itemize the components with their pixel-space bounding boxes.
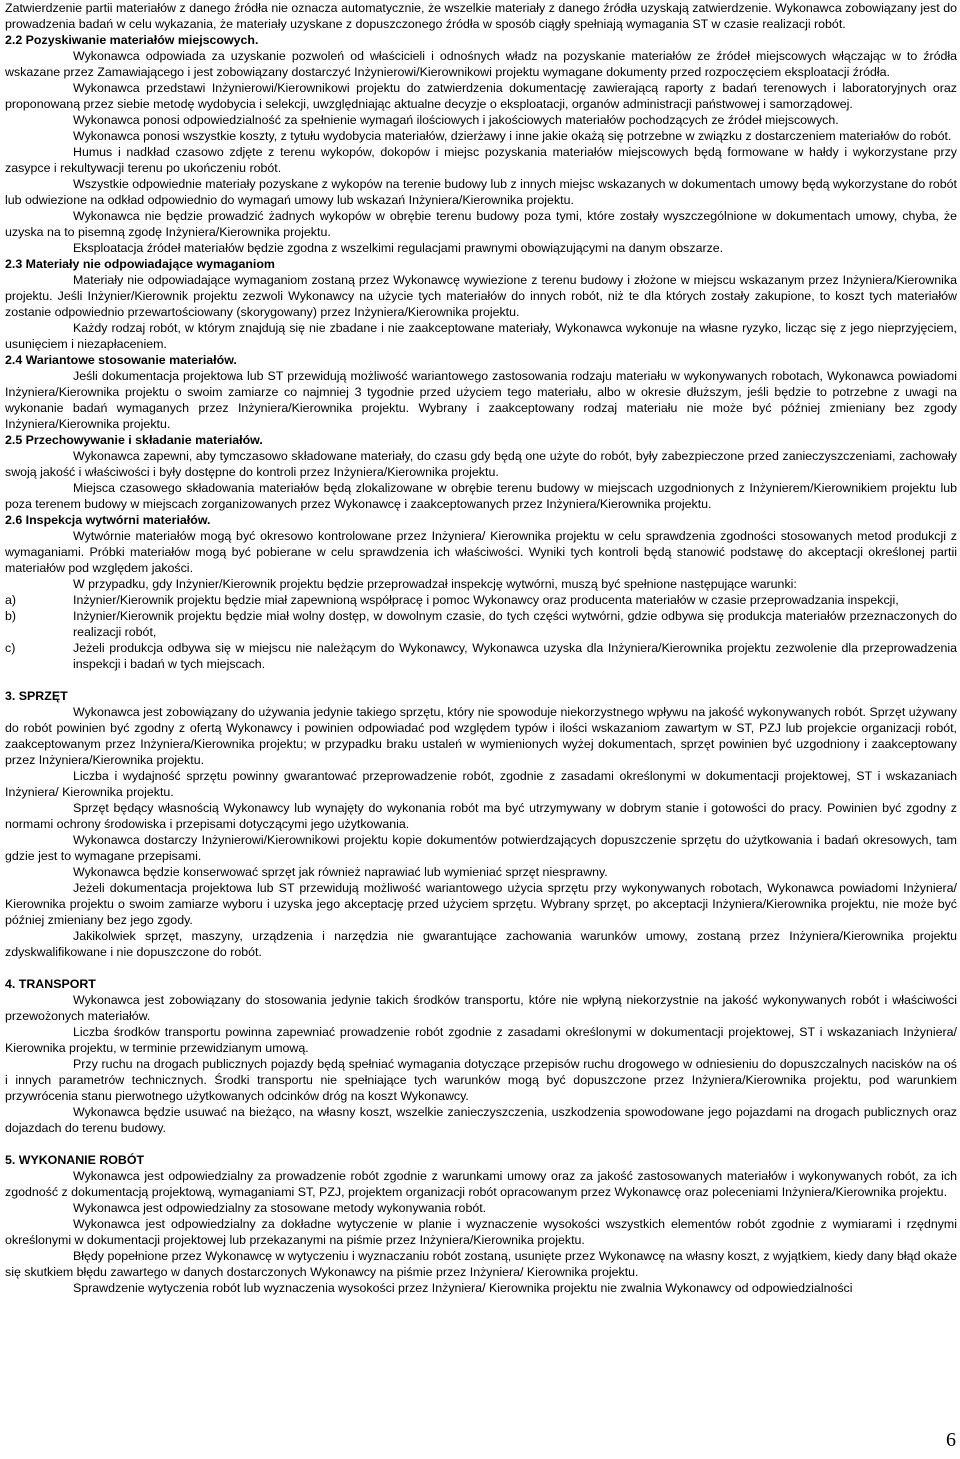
paragraph: Liczba i wydajność sprzętu powinny gwarantować przeprowadzenie robót, zgodnie z zasadami określonymi w dokumentacji projektowej, ST i wskazaniach Inżyniera/ Kierownika projektu. [5, 769, 957, 799]
paragraph: Jeżeli dokumentacja projektowa lub ST przewidują możliwość wariantowego użycia sprzętu przy wykonywanych robotach, Wykonawca powiadomi Inżyniera/ Kierownika projektu o swoim zamiarze wyboru i uzyska jego akceptację przed użyciem sprzętu. Wybrany sprzęt, po akceptacji Inżyniera/Kierownika projektu, nie może być później zmieniany bez jego zgody. [5, 881, 957, 927]
list-item [5, 608, 957, 640]
paragraph: Wykonawca jest zobowiązany do stosowania jedynie takich środków transportu, które nie wpłyną niekorzystnie na jakość wykonywanych robót i właściwości przewożonych materiałów. [5, 993, 957, 1023]
paragraph: Materiały nie odpowiadające wymaganiom zostaną przez Wykonawcę wywiezione z terenu budowy i złożone w miejscu wskazanym przez Inżyniera/Kierownika projektu. Jeśli Inżynier/Kierownik projektu zezwoli Wykonawcy na użycie tych materiałów do innych robót, niż te dla których zostały zakupione, to koszt tych materiałów zostanie odpowiednio przewartościowany (skorygowany) przez Inżyniera/Kierownika projektu. [5, 273, 957, 319]
section-heading: 2.4 Wariantowe stosowanie materiałów. [5, 353, 237, 367]
paragraph: Wykonawca nie będzie prowadzić żadnych wykopów w obrębie terenu budowy poza tymi, które zostały wyszczególnione w dokumentach umowy, chyba, że uzyska na to pisemną zgodę Inżyniera/Kierownika projektu. [5, 209, 957, 239]
list-item [5, 592, 957, 608]
paragraph: Wykonawca dostarczy Inżynierowi/Kierownikowi projektu kopie dokumentów potwierdzających dopuszczenie sprzętu do użytkowania i badań okresowych, tam gdzie jest to wymagane przepisami. [5, 833, 957, 863]
section-heading: 2.3 Materiały nie odpowiadające wymaganiom [5, 257, 275, 271]
paragraph: Wykonawca ponosi odpowiedzialność za spełnienie wymagań ilościowych i jakościowych materiałów pochodzących ze źródeł miejscowych. [73, 113, 839, 127]
list-item-label: b) [5, 609, 17, 623]
paragraph: Miejsca czasowego składowania materiałów będą zlokalizowane w obrębie terenu budowy w miejscach uzgodnionych z Inżynierem/Kierownikiem projektu lub poza terenem budowy w miejscach zorganizowanych przez Wykonawcę i zaakceptowanych przez Inżyniera/Kierownika projektu. [5, 481, 957, 511]
paragraph: Wszystkie odpowiednie materiały pozyskane z wykopów na terenie budowy lub z innych miejsc wskazanych w dokumentach umowy będą wykorzystane do robót lub odwiezione na odkład odpowiednio do wymagań umowy lub wskazań Inżyniera/Kierownika projektu. [5, 177, 957, 207]
paragraph: Wykonawca jest odpowiedzialny za dokładne wytyczenie w planie i wyznaczenie wysokości wszystkich elementów robót zgodnie z wymiarami i rzędnymi określonymi w dokumentacji projektowej lub przekazanymi na piśmie przez Inżyniera/Kierownika projektu. [5, 1217, 957, 1247]
document-page [5, 0, 957, 1296]
paragraph: Przy ruchu na drogach publicznych pojazdy będą spełniać wymagania dotyczące przepisów ruchu drogowego w odniesieniu do dopuszczalnych nacisków na oś i innych parametrów technicznych. Środki transportu nie spełniające tych warunków mogą być dopuszczone przez Inżyniera/Kierownika projektu, pod warunkiem przywrócenia stanu pierwotnego użytkowanych odcinków dróg na koszt Wykonawcy. [5, 1057, 957, 1103]
section-2-4 [5, 352, 957, 432]
section-2-5 [5, 432, 957, 512]
list-item-label: a) [5, 593, 17, 607]
paragraph: Błędy popełnione przez Wykonawcę w wytyczeniu i wyznaczaniu robót zostaną, usunięte przez Wykonawcę na własny koszt, z wyjątkiem, kiedy dany błąd okaże się skutkiem błędu zawartego w danych dostarczonych Wykonawcy na piśmie przez Inżyniera/ Kierownika projektu. [5, 1249, 957, 1279]
list-item-label: c) [5, 641, 16, 655]
paragraph: Eksploatacja źródeł materiałów będzie zgodna z wszelkimi regulacjami prawnymi obowiązującymi na danym obszarze. [73, 241, 724, 255]
section-3-equipment [5, 688, 957, 960]
paragraph: Wykonawca będzie konserwować sprzęt jak również naprawiać lub wymieniać sprzęt niesprawny. [73, 865, 608, 879]
section-2-2 [5, 32, 957, 256]
paragraph: Jeśli dokumentacja projektowa lub ST przewidują możliwość wariantowego zastosowania rodzaju materiału w wykonywanych robotach, Wykonawca powiadomi Inżyniera/Kierownika projektu o swoim zamiarze co najmniej 3 tygodnie przed użyciem tego materiału, albo w okresie dłuższym, jeśli będzie to potrzebne z uwagi na wykonanie badań wymaganych przez Inżyniera/Kierownika projektu. Wybrany i zaakceptowany rodzaj materiału nie może być później zmieniany bez zgody Inżyniera/Kierownika projektu. [5, 369, 957, 431]
paragraph: Wykonawca ponosi wszystkie koszty, z tytułu wydobycia materiałów, dzierżawy i inne jakie okażą się potrzebne w związku z dostarczeniem materiałów do robót. [73, 129, 952, 143]
intro-paragraph: Zatwierdzenie partii materiałów z danego źródła nie oznacza automatycznie, że wszelkie materiały z danego źródła uzyskają zatwierdzenie. Wykonawca zobowiązany jest do prowadzenia badań w celu wykazania, że materiały uzyskane z dopuszczonego źródła w sposób ciągły spełniają wymagania ST w czasie realizacji robót. [5, 1, 957, 31]
paragraph: Sprzęt będący własnością Wykonawcy lub wynajęty do wykonania robót ma być utrzymywany w dobrym stanie i gotowości do pracy. Powinien być zgodny z normami ochrony środowiska i przepisami dotyczącymi jego użytkowania. [5, 801, 957, 831]
paragraph: Wytwórnie materiałów mogą być okresowo kontrolowane przez Inżyniera/ Kierownika projektu w celu sprawdzenia zgodności stosowanych metod produkcji z wymaganiami. Próbki materiałów mogą być pobierane w celu sprawdzenia ich właściwości. Wyniki tych kontroli będą stanowić podstawę do akceptacji określonej partii materiałów pod względem jakości. [5, 529, 957, 575]
section-4-transport [5, 976, 957, 1136]
paragraph: Wykonawca przedstawi Inżynierowi/Kierownikowi projektu do zatwierdzenia dokumentację zawierającą raporty z badań terenowych i laboratoryjnych oraz proponowaną przez siebie metodę wydobycia i selekcji, uwzględniając aktualne decyzje o eksploatacji, organów administracji państwowej i samorządowej. [5, 81, 957, 111]
section-heading: 2.5 Przechowywanie i składanie materiałów. [5, 433, 263, 447]
section-heading: 2.6 Inspekcja wytwórni materiałów. [5, 513, 211, 527]
list-item-text: Jeżeli produkcja odbywa się w miejscu nie należącym do Wykonawcy, Wykonawca uzyska dla Inżyniera/Kierownika projektu zezwolenie dla przeprowadzenia inspekcji i badań w tych miejscach. [73, 641, 957, 671]
paragraph: Humus i nadkład czasowo zdjęte z terenu wykopów, dokopów i miejsc pozyskania materiałów miejscowych będą formowane w hałdy i wykorzystane przy zasypce i rekultywacji terenu po ukończeniu robót. [5, 145, 957, 175]
page-number: 6 [946, 1429, 956, 1451]
section-heading: 2.2 Pozyskiwanie materiałów miejscowych. [5, 33, 259, 47]
section-2-3 [5, 256, 957, 352]
section-5-works [5, 1152, 957, 1296]
list-item-text: Inżynier/Kierownik projektu będzie miał wolny dostęp, w dowolnym czasie, do tych części wytwórni, gdzie odbywa się produkcja materiałów przeznaczonych do realizacji robót, [73, 609, 957, 639]
paragraph: Jakikolwiek sprzęt, maszyny, urządzenia i narzędzia nie gwarantujące zachowania warunków umowy, zostaną przez Inżyniera/Kierownika projektu zdyskwalifikowane i nie dopuszczone do robót. [5, 929, 957, 959]
section-heading: 4. TRANSPORT [5, 977, 96, 991]
paragraph: Wykonawca zapewni, aby tymczasowo składowane materiały, do czasu gdy będą one użyte do robót, były zabezpieczone przed zanieczyszczeniami, zachowały swoją jakość i właściwości i były dostępne do kontroli przez Inżyniera/Kierownika projektu. [5, 449, 957, 479]
paragraph: W przypadku, gdy Inżynier/Kierownik projektu będzie przeprowadzał inspekcję wytwórni, muszą być spełnione następujące warunki: [73, 577, 797, 591]
paragraph: Wykonawca jest zobowiązany do używania jedynie takiego sprzętu, który nie spowoduje niekorzystnego wpływu na jakość wykonywanych robót. Sprzęt używany do robót powinien być zgodny z ofertą Wykonawcy i powinien odpowiadać pod względem typów i ilości wskazaniom zawartym w ST, PZJ lub projekcie organizacji robót, zaakceptowanym przez Inżyniera/Kierownika projektu; w przypadku braku ustaleń w wymienionych wyżej dokumentach, sprzęt powinien być uzgodniony i zaakceptowany przez Inżyniera/Kierownika projektu. [5, 705, 957, 767]
paragraph: Wykonawca będzie usuwać na bieżąco, na własny koszt, wszelkie zanieczyszczenia, uszkodzenia spowodowane jego pojazdami na drogach publicznych oraz dojazdach do terenu budowy. [5, 1105, 957, 1135]
list-item [5, 640, 957, 672]
list-item-text: Inżynier/Kierownik projektu będzie miał zapewnioną współpracę i pomoc Wykonawcy oraz producenta materiałów w czasie przeprowadzania inspekcji, [73, 593, 899, 607]
section-heading: 3. SPRZĘT [5, 689, 68, 703]
paragraph: Wykonawca jest odpowiedzialny za stosowane metody wykonywania robót. [73, 1201, 487, 1215]
paragraph: Każdy rodzaj robót, w którym znajdują się nie zbadane i nie zaakceptowane materiały, Wykonawca wykonuje na własne ryzyko, licząc się z jego nieprzyjęciem, usunięciem i niezapłaceniem. [5, 321, 957, 351]
section-heading: 5. WYKONANIE ROBÓT [5, 1153, 145, 1167]
paragraph: Wykonawca jest odpowiedzialny za prowadzenie robót zgodnie z warunkami umowy oraz za jakość zastosowanych materiałów i wykonywanych robót, za ich zgodność z dokumentacją projektową, wymaganiami ST, PZJ, projektem organizacji robót opracowanym przez Wykonawcę oraz poleceniami Inżyniera/Kierownika projektu. [5, 1169, 957, 1199]
paragraph: Liczba środków transportu powinna zapewniać prowadzenie robót zgodnie z zasadami określonymi w dokumentacji projektowej, ST i wskazaniach Inżyniera/ Kierownika projektu, w terminie przewidzianym umową. [5, 1025, 957, 1055]
paragraph: Sprawdzenie wytyczenia robót lub wyznaczenia wysokości przez Inżyniera/ Kierownika projektu nie zwalnia Wykonawcy od odpowiedzialności [73, 1281, 853, 1295]
paragraph: Wykonawca odpowiada za uzyskanie pozwoleń od właścicieli i odnośnych władz na pozyskanie materiałów ze źródeł miejscowych włączając w to źródła wskazane przez Zamawiającego i jest zobowiązany dostarczyć Inżynierowi/Kierownikowi projektu wymagane dokumenty przed rozpoczęciem eksploatacji źródła. [5, 49, 957, 79]
section-2-6 [5, 512, 957, 672]
